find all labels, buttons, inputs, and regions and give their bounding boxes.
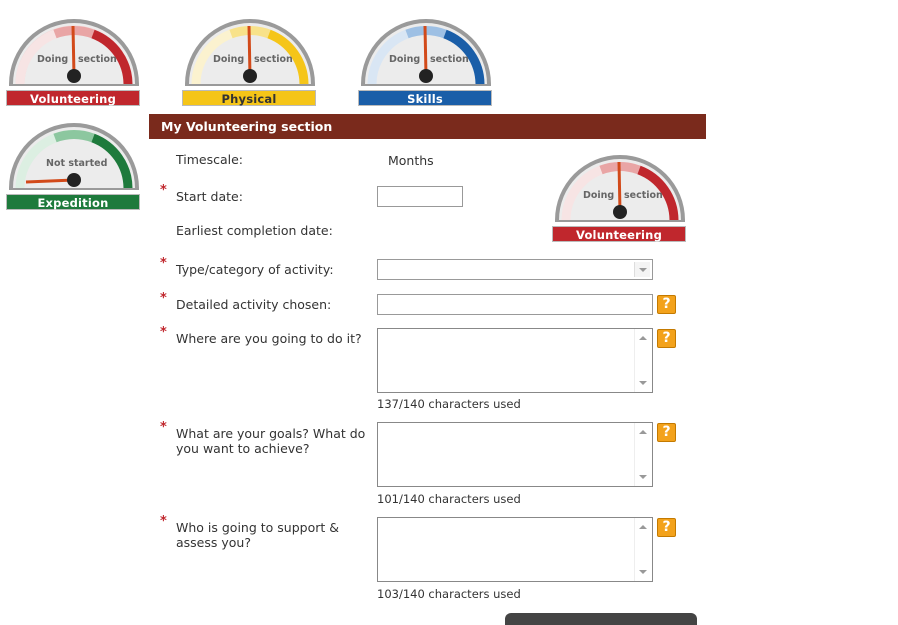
gauge-label: Expedition (6, 194, 140, 210)
help-icon[interactable]: ? (657, 518, 676, 537)
required-marker: * (160, 420, 167, 435)
gauge-label: Volunteering (6, 90, 140, 106)
required-marker: * (160, 183, 167, 198)
section-title: My Volunteering section (149, 114, 706, 139)
type-category-select[interactable] (377, 259, 653, 280)
scroll-up-icon[interactable] (639, 336, 647, 340)
required-marker: * (160, 291, 167, 306)
scroll-down-icon[interactable] (639, 570, 647, 574)
where-label: Where are you going to do it? (176, 331, 362, 346)
scroll-down-icon[interactable] (639, 475, 647, 479)
gauge-status-right: section (254, 54, 293, 65)
char-count: 103/140 characters used (377, 587, 521, 601)
required-marker: * (160, 514, 167, 529)
where-textarea[interactable] (377, 328, 653, 393)
detailed-activity-input[interactable] (377, 294, 653, 315)
goals-label: What are your goals? What do you want to achieve? (176, 426, 366, 456)
gauge-status: Not started (46, 158, 108, 169)
gauge-dial (6, 16, 142, 92)
char-count: 137/140 characters used (377, 397, 521, 411)
gauge-label: Volunteering (552, 226, 686, 242)
gauge-dial (358, 16, 494, 92)
gauge-status-left: Doing (213, 54, 245, 65)
help-icon[interactable]: ? (657, 329, 676, 348)
gauge-expedition[interactable] (6, 120, 142, 216)
scroll-down-icon[interactable] (639, 381, 647, 385)
gauge-volunteering[interactable] (6, 16, 142, 112)
submit-button[interactable] (505, 613, 697, 625)
timescale-label: Timescale: (176, 152, 244, 167)
gauge-status-left: Doing (389, 54, 421, 65)
section-gauge-volunteering (552, 152, 688, 248)
start-date-input[interactable] (377, 186, 463, 207)
detailed-activity-label: Detailed activity chosen: (176, 297, 332, 312)
gauge-status-left: Doing (583, 190, 615, 201)
support-label: Who is going to support & assess you? (176, 520, 339, 550)
earliest-completion-label: Earliest completion date: (176, 223, 333, 238)
gauge-status-left: Doing (37, 54, 69, 65)
gauge-skills[interactable] (358, 16, 494, 112)
timescale-value: Months (388, 153, 434, 168)
required-marker: * (160, 325, 167, 340)
char-count: 101/140 characters used (377, 492, 521, 506)
gauge-status-right: section (624, 190, 663, 201)
gauge-status-right: section (430, 54, 469, 65)
gauge-label: Skills (358, 90, 492, 106)
start-date-label: Start date: (176, 189, 243, 204)
chevron-down-icon (634, 262, 650, 277)
scrollbar[interactable] (634, 518, 652, 581)
goals-textarea[interactable] (377, 422, 653, 487)
scroll-up-icon[interactable] (639, 525, 647, 529)
scrollbar[interactable] (634, 423, 652, 486)
gauge-label: Physical (182, 90, 316, 106)
type-category-label: Type/category of activity: (176, 262, 334, 277)
gauge-dial (182, 16, 318, 92)
gauge-physical[interactable] (182, 16, 318, 112)
required-marker: * (160, 256, 167, 271)
gauge-dial (552, 152, 688, 228)
help-icon[interactable]: ? (657, 423, 676, 442)
scrollbar[interactable] (634, 329, 652, 392)
help-icon[interactable]: ? (657, 295, 676, 314)
gauge-status-right: section (78, 54, 117, 65)
scroll-up-icon[interactable] (639, 430, 647, 434)
support-textarea[interactable] (377, 517, 653, 582)
